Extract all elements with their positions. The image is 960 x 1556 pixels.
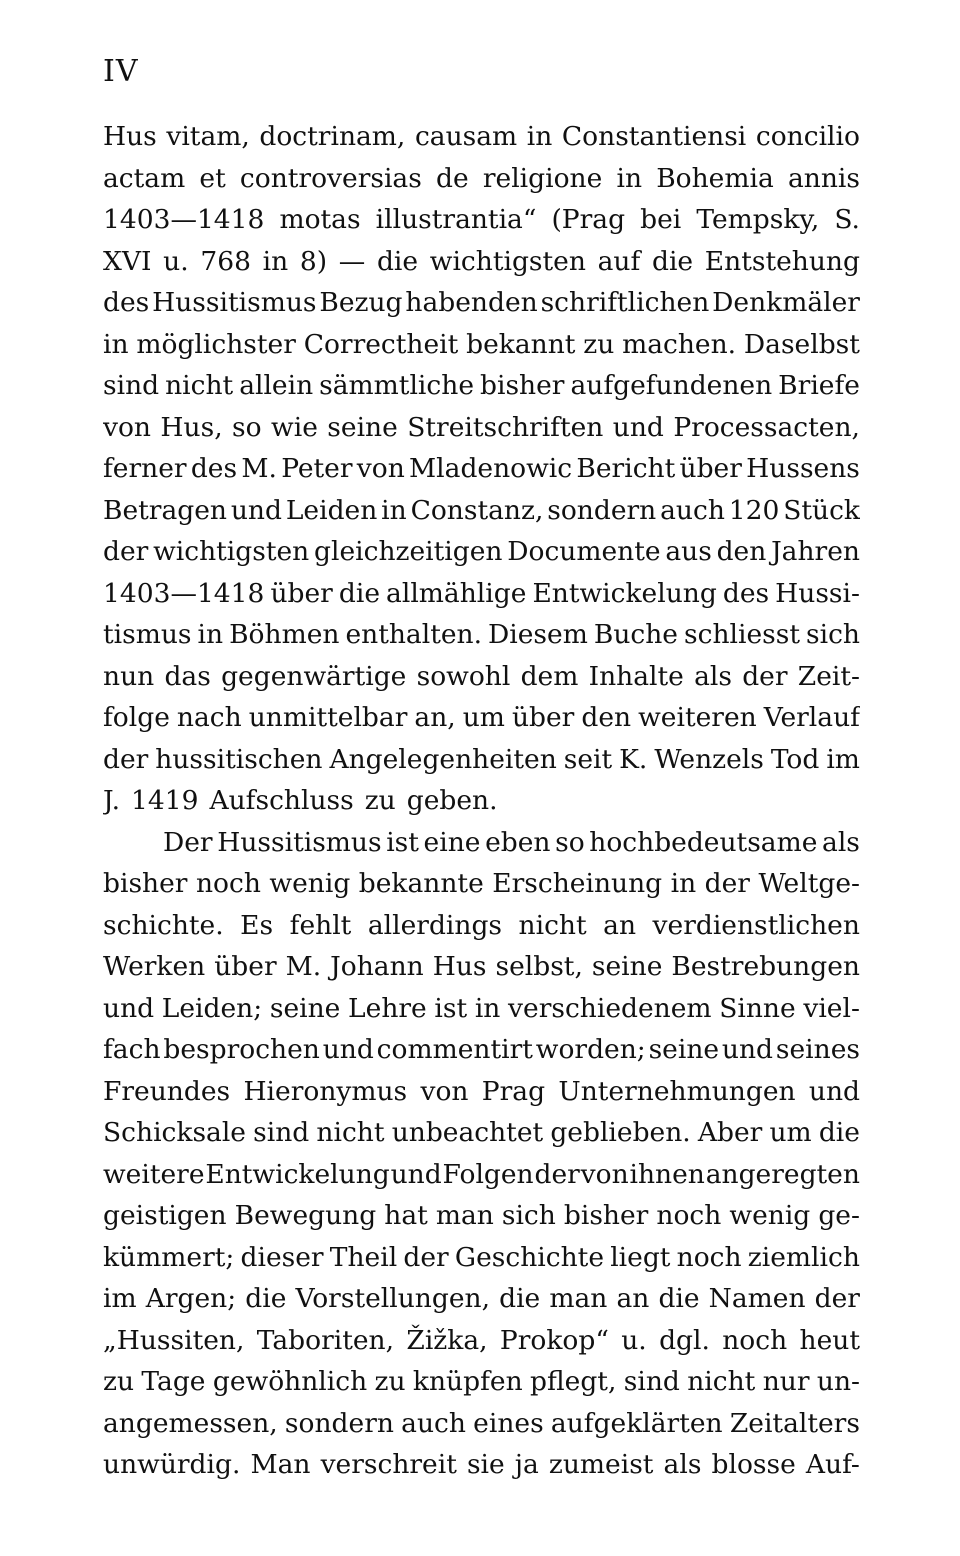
word: Wenzels [654,743,764,775]
word: Hus [432,951,487,982]
word: Entwickelung [205,1158,390,1190]
word: des [190,453,238,484]
word: controversias [239,162,422,194]
word: Auf- [805,1449,860,1480]
word: un- [816,1366,860,1397]
word: zumeist [548,1449,654,1480]
word: ist [434,992,468,1024]
word: und [322,1034,374,1065]
text-line [103,407,860,449]
word: zu [103,1366,135,1397]
word: XVI [103,245,152,277]
word: ferner [103,453,187,484]
word: unmittelbar [248,702,408,733]
word: Bewegung [234,1200,377,1231]
text-line [103,324,860,366]
word: bekannte [358,868,484,899]
word: 1419 [131,785,199,816]
word: Angelegenheiten [329,743,557,775]
word: die [245,1283,287,1314]
word: geben. [406,785,498,816]
word: Constantiensi [561,121,747,152]
word: um [462,702,505,733]
word: bei [640,204,682,235]
word: seine [269,992,341,1024]
word: nicht [165,370,234,401]
word: die [818,1117,860,1148]
word: Lehre [348,992,427,1024]
word: angemessen, [103,1407,278,1439]
word: Aber [697,1117,763,1148]
word: dem [520,660,579,692]
word: um [769,1117,812,1148]
word: Denkmäler [712,287,860,318]
word: sind [103,370,160,401]
word: in [526,121,553,152]
word: sie [466,1449,505,1480]
word: und [808,1075,860,1107]
word: als [822,826,860,858]
word: und [612,411,664,443]
word: Schicksale [103,1117,246,1148]
word: geblieben. [550,1117,691,1148]
text-line [103,1237,860,1279]
text-line [103,1444,860,1486]
word: schriftlichen [540,287,710,318]
word: religione [482,162,603,194]
text-line [103,905,860,947]
word: und [390,1158,442,1190]
word: hat [384,1200,428,1231]
word: sowohl [416,660,511,692]
word: sich [806,619,860,650]
word: auf [597,245,641,277]
word: Hus [103,121,157,152]
word: Betragen [103,494,227,526]
word: die [338,577,380,609]
word: Correctheit [303,328,459,360]
word: Constanz, [410,494,544,526]
word: wenig [729,1200,811,1231]
word: noch [656,1200,722,1231]
word: dieser [240,1241,324,1273]
word: besprochen [163,1034,320,1065]
word: gegenwärtige [221,660,407,692]
word: der [704,868,750,899]
word: angeregten [705,1158,860,1190]
word: unwürdig. [103,1449,241,1480]
word: allein [239,370,314,401]
word: ja [514,1449,539,1480]
word: Unternehmungen [558,1075,796,1107]
word: sondern [547,494,657,526]
word: „Hussiten, [103,1324,245,1356]
word: von [420,1075,469,1107]
word: Tage [141,1366,206,1397]
word: geistigen [103,1200,227,1231]
word: noch [195,868,261,899]
word: Inhalte [588,660,684,692]
word: Hussi- [775,577,860,609]
word: zu [364,785,396,816]
word: doctrinam, [259,121,406,152]
word: ihnen [629,1158,705,1190]
word: Tod [770,743,820,775]
word: liegt [610,1241,671,1273]
word: Der [163,826,213,858]
word: vitam, [166,121,250,152]
word: wichtigsten [429,245,586,277]
word: Prag [481,1075,546,1107]
word: fehlt [289,909,352,941]
word: Taboriten, [256,1324,395,1356]
text-line [103,946,860,988]
text-line [103,1320,860,1362]
word: Hussitismus [152,287,317,318]
word: nicht [316,1117,385,1148]
word: über [214,951,277,982]
word: gewöhnlich [212,1366,368,1397]
word: Hussens [746,453,860,484]
word: eine [423,826,481,858]
word: des [722,577,770,609]
text-line [103,1278,860,1320]
word: Freundes [103,1075,231,1107]
text-line [103,282,860,324]
word: man [549,1283,608,1314]
word: die [658,1283,700,1314]
word: sondern [284,1407,394,1439]
word: verschreit [320,1449,457,1480]
word: 8) [299,245,328,277]
word: des [103,287,150,318]
text-line [103,1154,860,1196]
word: den [581,702,632,733]
word: seine [327,411,398,443]
word: an [616,1283,650,1314]
word: Zeitalters [729,1407,860,1439]
word: Böhmen [229,619,340,650]
word: seine [648,1034,720,1065]
word: in [474,992,501,1024]
word: 1403—1418 [103,577,265,609]
word: bisher [103,868,188,899]
word: Žižka, [406,1324,488,1356]
word: verschiedenem [508,992,712,1024]
word: möglichster [136,328,296,360]
word: fach [103,1034,161,1065]
text-line [103,697,860,739]
text-line [103,1403,860,1445]
word: von [580,1158,629,1190]
word: sind [623,1366,680,1397]
word: ge- [818,1200,860,1231]
word: hussitischen [155,743,323,775]
text-line [103,614,860,656]
word: heut [799,1324,860,1356]
word: wenig [269,868,351,899]
word: allmählige [386,577,527,609]
word: illustrantia“ [375,204,537,235]
word: nach [176,702,242,733]
word: Leiden; [161,992,263,1024]
word: Erscheinung [492,868,663,899]
word: machen. [622,328,737,360]
word: seine [591,951,663,982]
word: eines [473,1407,544,1439]
word: in [197,619,224,650]
word: bisher [480,370,565,401]
word: Es [240,909,274,941]
word: blosse [711,1449,796,1480]
word: (Prag [551,204,626,235]
text-line [103,1071,860,1113]
text-line [103,365,860,407]
word: Zeit- [797,660,860,692]
text-line [103,448,860,490]
word: J. [103,785,120,816]
text-line [103,158,860,200]
word: commentirt [376,1034,533,1065]
word: der [534,1158,580,1190]
word: — [338,245,366,277]
word: an, [414,702,456,733]
word: Prokop“ [499,1324,609,1356]
word: noch [722,1324,788,1356]
word: als [694,660,732,692]
word: Hieronymus [243,1075,408,1107]
word: Verlauf [763,702,860,733]
word: ist [386,826,419,858]
word: Hus, [160,411,223,443]
text-line [103,1112,860,1154]
word: Entwickelung [532,577,717,609]
word: dgl. [659,1324,710,1356]
word: S. [834,204,860,235]
text-line [103,739,860,781]
word: aus [665,536,712,567]
word: so [555,826,585,858]
word: aufgefundenen [570,370,773,401]
word: schichte. [103,909,224,941]
word: unbeachtet [391,1117,544,1148]
word: Documente [507,536,661,567]
word: über [511,702,575,733]
word: man [435,1200,494,1231]
word: in [616,162,643,194]
body-text [103,116,860,1486]
word: nur [762,1366,810,1397]
word: die [376,245,419,277]
word: Peter [281,453,353,484]
text-line [103,1361,860,1403]
word: Jahren [771,536,860,567]
word: in [670,868,697,899]
word: Bohemia [656,162,774,194]
word: sind [253,1117,310,1148]
word: allerdings [367,909,503,941]
text-line [103,822,860,864]
word: Hussitismus [217,826,382,858]
word: Johann [330,951,424,982]
word: worden; [535,1034,646,1065]
word: concilio [755,121,860,152]
word: der [103,536,149,567]
word: sämmtliche [319,370,475,401]
word: den [716,536,767,567]
word: Weltge- [758,868,860,899]
word: an [603,909,637,941]
word: in [262,245,289,277]
word: nicht [687,1366,756,1397]
word: Entstehung [704,245,860,277]
word: enthalten. [345,619,483,650]
word: auch [660,494,725,526]
word: noch [676,1241,742,1273]
word: pflegt, [530,1366,617,1397]
word: und [103,992,155,1024]
word: annis [787,162,860,194]
word: actam [103,162,186,194]
text-line [103,490,860,532]
word: 1403—1418 [103,204,265,235]
word: auch [401,1407,466,1439]
word: Bezug [319,287,403,318]
word: folge [103,702,170,733]
word: Theil [329,1241,398,1273]
word: das [164,660,211,692]
word: M. [241,453,277,484]
word: über [679,453,742,484]
word: motas [279,204,361,235]
word: seit [563,743,613,775]
word: 120 [728,494,780,526]
word: K. [619,743,648,775]
word: et [199,162,226,194]
word: so [232,411,262,443]
word: der [103,743,149,775]
word: 768 [200,245,251,277]
word: die [651,245,694,277]
text-line [103,573,860,615]
word: ziemlich [747,1241,860,1273]
word: und [230,494,282,526]
word: Stück [783,494,860,526]
word: als [663,1449,702,1480]
page-number: IV [103,54,139,89]
word: verdienstlichen [652,909,860,941]
word: aufgeklärten [550,1407,723,1439]
word: zu [583,328,615,360]
text-line [103,116,860,158]
text-line [103,656,860,698]
word: Bestrebungen [671,951,860,982]
word: Geschichte [454,1241,604,1273]
word: Namen [708,1283,806,1314]
word: der [403,1241,449,1273]
word: nun [103,660,155,692]
word: die [499,1283,541,1314]
word: von [103,411,151,443]
word: weiteren [638,702,757,733]
word: nicht [518,909,587,941]
word: knüpfen [412,1366,523,1397]
text-line [103,1195,860,1237]
text-line [103,863,860,905]
word: gleichzeitigen [314,536,503,567]
word: wichtigsten [153,536,310,567]
word: und [721,1034,774,1065]
word: wie [271,411,318,443]
word: u. [163,245,189,277]
word: Daselbst [743,328,860,360]
word: in [103,328,129,360]
word: Leiden [285,494,378,526]
word: Briefe [778,370,860,401]
word: Bericht [576,453,676,484]
text-line [103,1029,860,1071]
text-line [103,988,860,1030]
word: Sinne [719,992,796,1024]
word: tismus [103,619,192,650]
word: eben [485,826,551,858]
word: der [814,1283,860,1314]
word: Vorstellungen, [295,1283,490,1314]
word: Mladenowic [409,453,573,484]
word: bisher [563,1200,649,1231]
word: Werken [103,951,206,982]
word: im [826,743,860,775]
word: Folgen [442,1158,534,1190]
word: Buche [593,619,678,650]
word: zu [374,1366,406,1397]
word: M. [285,951,322,982]
word: selbst, [495,951,583,982]
word: Argen; [145,1283,237,1314]
word: de [436,162,469,194]
word: Processacten, [673,411,860,443]
word: habenden [405,287,538,318]
word: Aufschluss [209,785,354,816]
word: u. [621,1324,647,1356]
word: bekannt [466,328,576,360]
word: schliesst [684,619,800,650]
word: Streitschriften [407,411,604,443]
word: viel- [803,992,860,1024]
word: sich [501,1200,556,1231]
word: weitere [103,1158,205,1190]
word: hochbedeutsame [589,826,818,858]
word: im [103,1283,137,1314]
word: von [356,453,405,484]
word: in [381,494,407,526]
text-line [103,199,860,241]
text-line [103,780,860,822]
word: Diesem [488,619,588,650]
text-line [103,241,860,283]
text-line [103,531,860,573]
word: Man [250,1449,311,1480]
word: kümmert; [103,1241,235,1273]
word: Tempsky, [696,204,820,235]
word: der [742,660,788,692]
word: über [270,577,333,609]
word: seines [775,1034,860,1065]
word: causam [414,121,518,152]
